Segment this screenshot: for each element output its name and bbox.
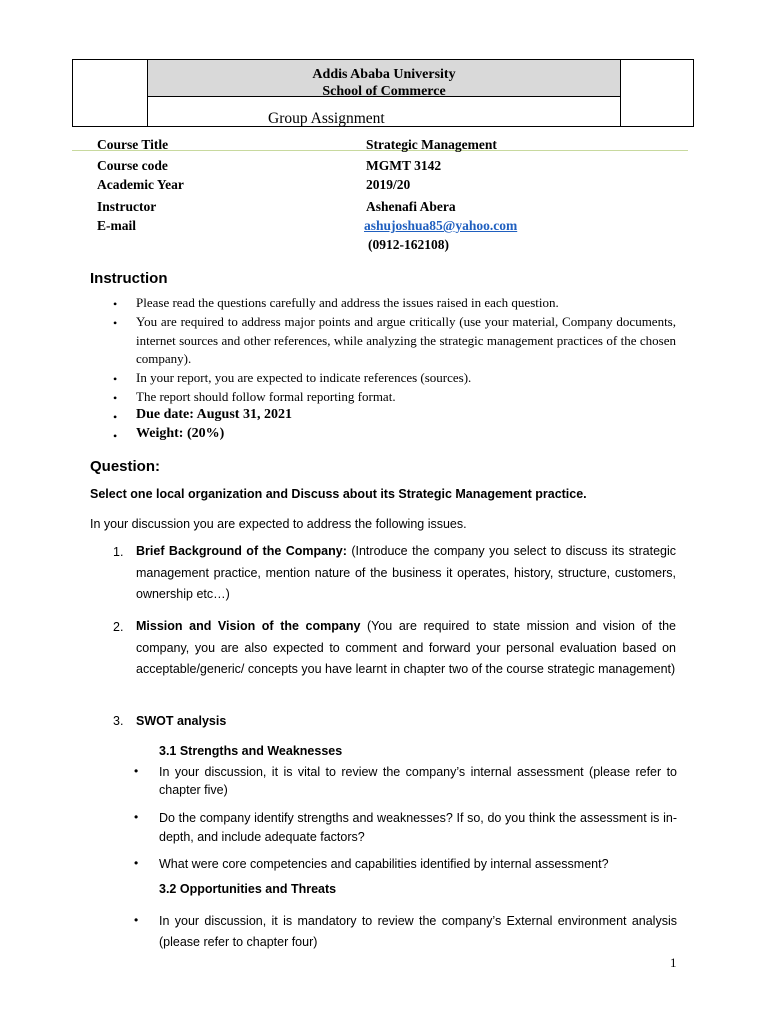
course-title-label: Course Title (97, 137, 169, 152)
university-name: Addis Ababa University (312, 67, 456, 82)
sw-bullet-1: In your discussion, it is vital to review the company’s internal assessment (please refer to chapter five) (159, 765, 677, 797)
sw-bullet-2: Do the company identify strengths and weaknesses? If so, do you think the assessment is in-depth, and include adequate factors? (159, 811, 677, 844)
school-name: School of Commerce (322, 84, 446, 96)
header-divider (147, 96, 621, 97)
item-title: Brief Background of the Company: (136, 544, 347, 558)
instruction-item-2: You are required to address major points and argue critically (use your material, Company documents, internet sources and other references, while analyzing the strategic management practices of the chosen company). (136, 314, 676, 366)
bullet-icon: • (113, 316, 118, 330)
due-date: Due date: August 31, 2021 (136, 407, 292, 422)
item-number: 2. (113, 620, 124, 634)
bullet-icon: • (134, 764, 139, 778)
subsection-heading-opportunities: 3.2 Opportunities and Threats (159, 882, 337, 896)
course-code-label: Course code (97, 158, 168, 173)
header-left-divider (147, 96, 148, 127)
bullet-icon: • (113, 410, 118, 424)
bullet-icon: • (134, 856, 139, 870)
weight: Weight: (20%) (136, 426, 225, 441)
bullet-icon: • (113, 429, 118, 443)
instructor-value: Ashenafi Abera (366, 199, 456, 214)
bullet-icon: • (134, 913, 139, 927)
question-item-2 (136, 616, 676, 681)
academic-year-label: Academic Year (97, 177, 184, 192)
question-intro: In your discussion you are expected to address the following issues. (90, 517, 467, 531)
item-text: (Introduce the company you select to discuss its strategic management practice, mention nature of the business it operates, history, structure, customers, ownership etc…) (136, 544, 676, 601)
phone-number: (0912-162108) (368, 237, 449, 252)
academic-year-value: 2019/20 (366, 177, 411, 192)
question-lead: Select one local organization and Discuss about its Strategic Management practice. (90, 487, 587, 501)
item-text: (You are required to state mission and vision of the company, you are also expected to comment and forward your personal evaluation based on acceptable/generic/ concepts you have learnt in chapter two of the course strategic management) (136, 619, 676, 676)
question-item-1 (136, 541, 676, 606)
ot-bullet-1: In your discussion, it is mandatory to review the company’s External environment analysis (please refer to chapter four) (159, 914, 677, 949)
question-heading: Question: (90, 458, 160, 475)
bullet-icon: • (113, 297, 118, 311)
instructor-label: Instructor (97, 199, 157, 214)
swot-heading: SWOT analysis (136, 714, 227, 728)
course-code-value: MGMT 3142 (366, 158, 442, 173)
instruction-item-3: In your report, you are expected to indicate references (sources). (136, 370, 472, 385)
subsection-heading-strengths: 3.1 Strengths and Weaknesses (159, 744, 343, 758)
bullet-icon: • (113, 391, 118, 405)
assignment-title: Group Assignment (268, 110, 385, 127)
course-title-value: Strategic Management (366, 137, 497, 152)
header-right-divider (620, 96, 621, 127)
instruction-item-4: The report should follow formal reporting format. (136, 389, 396, 404)
item-title: Mission and Vision of the company (136, 619, 361, 633)
instruction-heading: Instruction (90, 270, 168, 287)
instruction-item-1: Please read the questions carefully and address the issues raised in each question. (136, 295, 559, 310)
page-number: 1 (670, 955, 677, 970)
item-number: 1. (113, 545, 124, 559)
sw-bullet-3: What were core competencies and capabilities identified by internal assessment? (159, 857, 609, 871)
email-label: E-mail (97, 218, 136, 233)
bullet-icon: • (113, 372, 118, 386)
bullet-icon: • (134, 810, 139, 824)
item-number: 3. (113, 714, 124, 728)
email-link[interactable]: ashujoshua85@yahoo.com (364, 218, 518, 233)
